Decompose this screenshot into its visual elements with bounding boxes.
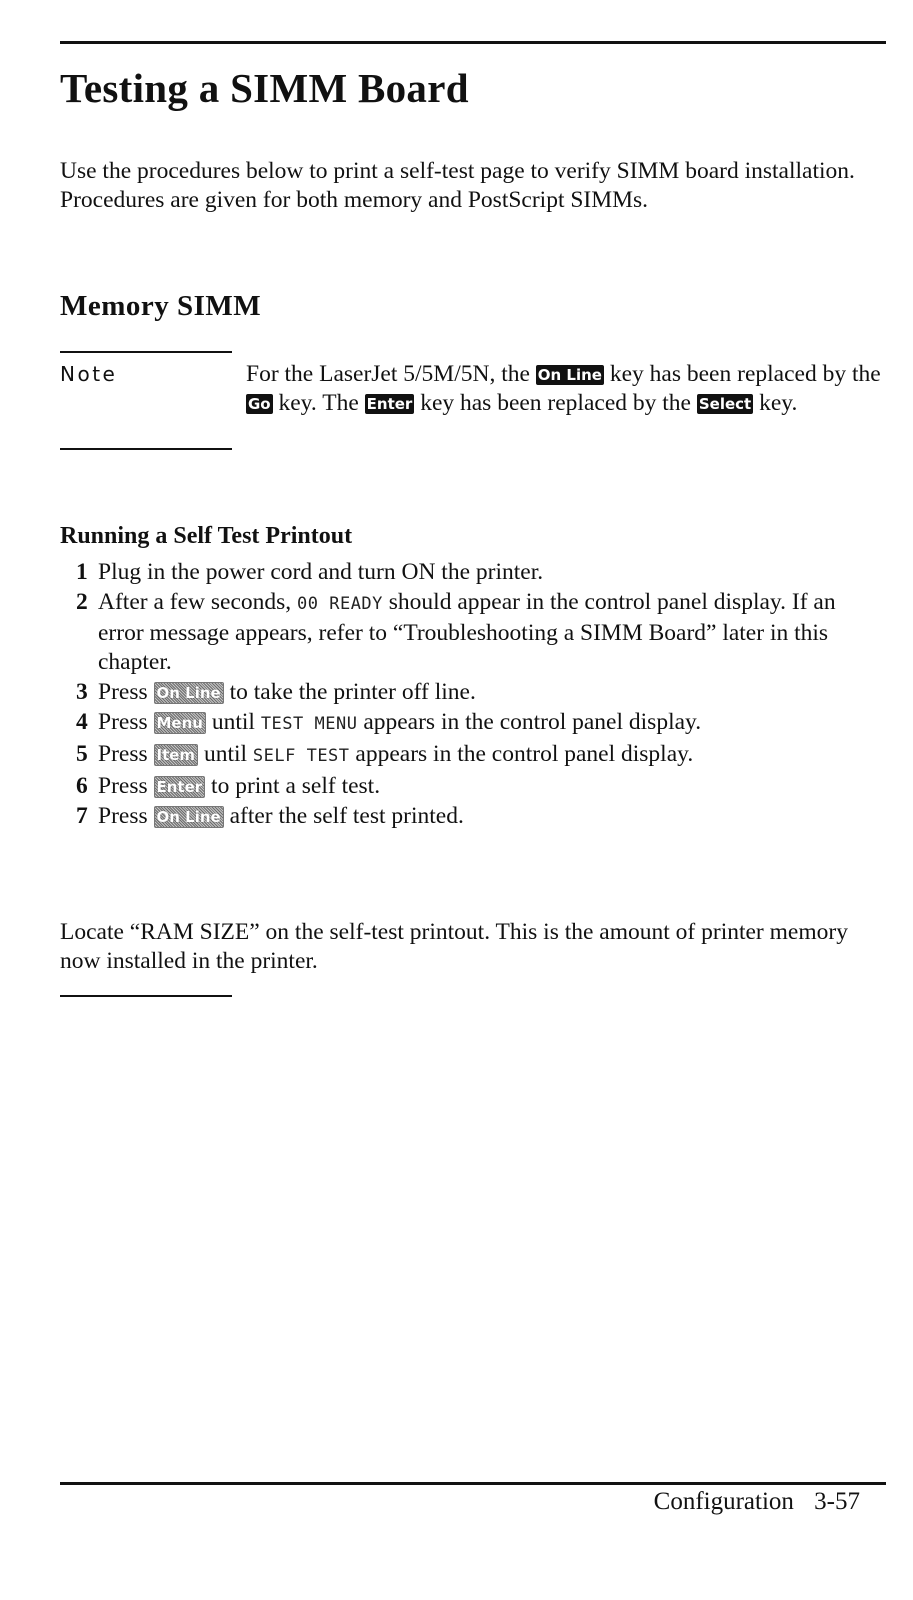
step-item <box>76 588 876 677</box>
step-item <box>76 558 876 587</box>
step-number: 4 <box>76 709 88 735</box>
page-title: Testing a SIMM Board <box>60 65 469 111</box>
online-key-icon: On Line <box>154 682 224 704</box>
note-text-part: key. The <box>278 390 359 416</box>
step-number: 5 <box>76 741 88 767</box>
step-text: until <box>203 741 248 767</box>
step-item <box>76 802 876 831</box>
intro-paragraph: Use the procedures below to print a self-test page to verify SIMM board installation. Procedures are given for both memory and PostScript SIMMs. <box>60 158 855 213</box>
locate-paragraph: Locate “RAM SIZE” on the self-test printout. This is the amount of printer memory now installed in the printer. <box>60 919 848 974</box>
section-end-rule <box>60 995 232 997</box>
display-message: TEST MENU <box>260 714 358 734</box>
section-heading: Memory SIMM <box>60 290 262 322</box>
step-text: Plug in the power cord and turn ON the printer. <box>98 559 544 585</box>
step-item <box>76 740 876 771</box>
note-text-part: key has been replaced by the <box>609 361 881 387</box>
footer-page-number: 3-57 <box>814 1488 860 1515</box>
enter-key-icon: Enter <box>366 395 413 413</box>
step-text: appears in the control panel display. <box>363 709 702 735</box>
note-rule-bottom <box>60 448 232 450</box>
step-item <box>76 708 876 739</box>
step-number: 3 <box>76 679 88 705</box>
step-text: to print a self test. <box>211 773 381 799</box>
note-label: Note <box>60 362 118 386</box>
step-text: appears in the control panel display. <box>355 741 694 767</box>
online-key-icon: On Line <box>537 366 602 384</box>
step-number: 1 <box>76 559 88 585</box>
step-text: after the self test printed. <box>229 803 464 829</box>
item-key-icon: Item <box>154 744 199 766</box>
enter-key-icon: Enter <box>154 776 206 798</box>
footer-rule <box>60 1482 886 1485</box>
step-text: Press <box>98 679 148 705</box>
step-text: Press <box>98 741 148 767</box>
display-message: 00 READY <box>297 594 383 614</box>
step-item <box>76 678 876 707</box>
step-text: After a few seconds, <box>98 589 292 615</box>
step-number: 7 <box>76 803 88 829</box>
step-text: should appear in the control panel display. If an error message appears, refer to “Troubleshooting a SIMM Board” later in this chapter. <box>98 589 836 675</box>
step-text: Press <box>98 773 148 799</box>
step-item <box>76 772 876 801</box>
go-key-icon: Go <box>248 395 271 413</box>
online-key-icon: On Line <box>154 806 224 828</box>
note-text-part: For the LaserJet 5/5M/5N, the <box>246 361 530 387</box>
display-message: SELF TEST <box>252 746 350 766</box>
menu-key-icon: Menu <box>154 712 206 734</box>
step-number: 6 <box>76 773 88 799</box>
footer-section: Configuration <box>653 1488 794 1515</box>
top-rule <box>60 41 886 44</box>
step-text: to take the printer off line. <box>229 679 476 705</box>
note-rule-top <box>60 351 232 353</box>
page-footer <box>654 1488 860 1516</box>
note-text-part: key has been replaced by the <box>420 390 691 416</box>
procedure-heading: Running a Self Test Printout <box>60 523 353 549</box>
step-number: 2 <box>76 589 88 615</box>
step-text: until <box>211 709 255 735</box>
procedure-steps <box>76 558 876 832</box>
step-text: Press <box>98 709 148 735</box>
step-text: Press <box>98 803 148 829</box>
note-text-part: key. <box>759 390 798 416</box>
manual-page <box>60 0 886 1600</box>
select-key-icon: Select <box>698 395 752 413</box>
note-text <box>246 360 886 418</box>
